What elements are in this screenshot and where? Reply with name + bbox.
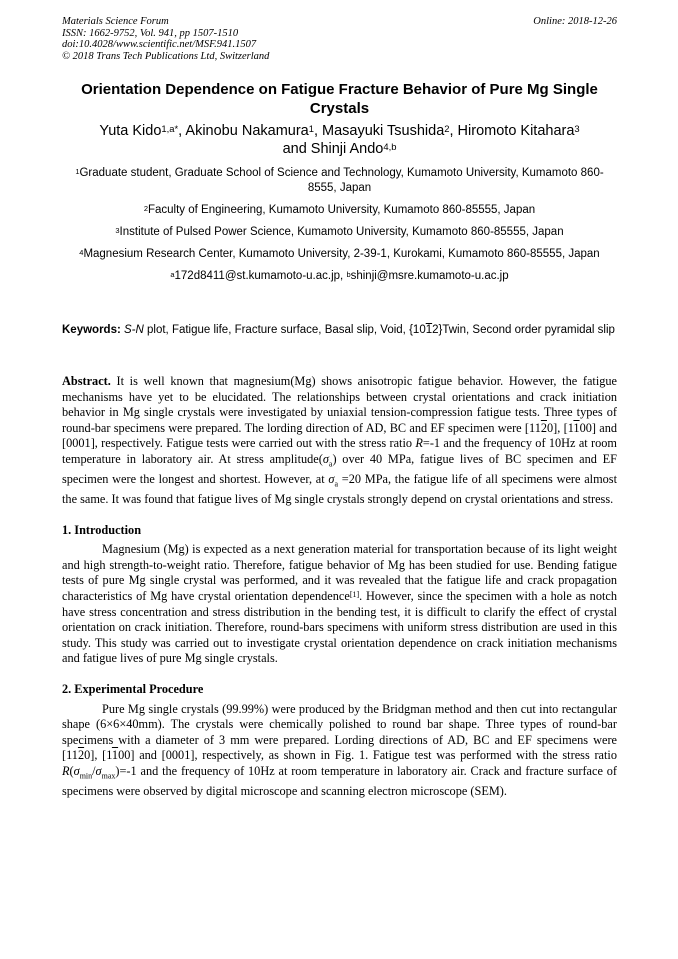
emails: $^a$172d8411@st.kumamoto-u.ac.jp, $^b$shinji@msre.kumamoto-u.ac.jp: [170, 270, 509, 282]
section-heading-experimental: 2. Experimental Procedure: [62, 682, 204, 696]
keywords-label: Keywords:: [62, 324, 121, 336]
reference-1[interactable]: [1]: [349, 590, 360, 600]
doi: doi:10.4028/www.scientific.net/MSF.941.1507: [62, 39, 257, 50]
abstract: Abstract. It is well known that magnesium(Mg) shows anisotropic fatigue behavior. However, the fatigue mechanisms have yet to be elucidated. The relationships between crystal orientations and crack initiation behavior in Mg single crystals were investigated by uniaxial tension-compression fatigue tests. Three types of round-bar specimens were prepared. The lording direction of AD, BC and EF specimen were [1120], [1100] and [0001], respectively. Fatigue tests were carried out with the stress ratio R=-1 and the frequency of 10Hz at room temperature in laboratory air. At stress $amplitude(\sigma_a)$ over 40 MPa, fatigue lives of BC specimen and EF specimen were the longest and shortest. However, at $\sigma_a =20$ MPa, the fatigue life of all specimens were almost the same. It was found that fatigue lives of Mg single crystals strongly depend on crystal orientations and stress.: [62, 374, 618, 507]
experimental-paragraph: Pure Mg single crystals (99.99%) were produced by the Bridgman method and then cut into rectangular shape (6×6×40mm). The crystals were chemically polished to round bar shape. Three types of round-bar specimens with a diameter of 3 mm were prepared. Lording directions of AD, BC and EF specimens were [1120], [1100] and [0001], respectively, as shown in Fig. 1. Fatigue test was performed with the stress ratio $R(\sigma_{min}/\sigma_{max})=-1$ and the frequency of 10Hz at room temperature in laboratory air. Crack and fracture surface of specimens were observed by digital microscope and scanning electron microscope (SEM).: [62, 701, 617, 799]
author-sup: 2: [444, 122, 450, 134]
author-name: and Shinji Ando: [282, 141, 384, 157]
author-name: , Hiromoto Kitahara: [449, 123, 575, 139]
affiliations: [62, 166, 617, 291]
keywords: Keywords: S-N plot, Fatigue life, Fracture surface, Basal slip, Void, {1012}Twin, Second order pyramidal slip: [62, 324, 615, 336]
author-sup: 4,b: [383, 140, 397, 152]
online-date: Online: 2018-12-26: [533, 16, 617, 27]
author-list: [62, 122, 617, 158]
email-link[interactable]: 172d8411@st.kumamoto-u.ac.jp,: [174, 270, 347, 282]
author-name: Yuta Kido: [99, 123, 162, 139]
paper-body: [62, 374, 617, 800]
affiliation-3: $^3$Institute of Pulsed Power Science, Kumamoto University, Kumamoto 860-85555, Japan: [115, 226, 564, 238]
abstract-label: Abstract.: [62, 374, 111, 388]
author-sup: 1,a*: [161, 122, 179, 134]
journal-name: Materials Science Forum: [62, 16, 169, 27]
introduction-paragraph: Magnesium (Mg) is expected as a next generation material for transportation because of its light weight and high strength-to-weight ratio. Therefore, fatigue behavior of Mg has been studied for use. Bending fatigue tests of pure Mg single crystal was performed, and it was revealed that the fatigue life and crack propagation characteristics of Mg have crystal orientation dependence[1]. However, since the specimen with a hole as notch have stress concentration and stress distribution in the bending test, it is difficult to clarify the effect of crystal orientation on crack initiation. Therefore, round-bars specimens with uniform stress distribution are used in this study. This study was carried out to investigate crystal orientation dependence on crack initiation mechanisms and fatigue lives of pure Mg single crystals.: [62, 542, 617, 666]
email-link[interactable]: shinji@msre.kumamoto-u.ac.jp: [350, 270, 509, 282]
journal-header: [62, 16, 617, 62]
paper-title: Orientation Dependence on Fatigue Fracture Behavior of Pure Mg Single Crystals: [81, 81, 598, 117]
affiliation-1: $^1$Graduate student, Graduate School of Science and Technology, Kumamoto University, Kumamoto 860-8555, Japan: [75, 167, 604, 194]
section-heading-introduction: 1. Introduction: [62, 522, 142, 537]
issn: ISSN: 1662-9752, Vol. 941, pp 1507-1510: [62, 27, 239, 39]
affiliation-4: $^4$Magnesium Research Center, Kumamoto University, 2-39-1, Kurokami, Kumamoto 860-85555, Japan: [79, 248, 600, 260]
author-sup: 1: [308, 122, 314, 134]
author-sup: 3: [574, 122, 580, 134]
affiliation-2: $^2$Faculty of Engineering, Kumamoto University, Kumamoto 860-85555, Japan: [143, 204, 536, 216]
author-name: , Akinobu Nakamura: [178, 123, 309, 139]
author-name: , Masayuki Tsushida: [313, 123, 445, 139]
copyright: © 2018 Trans Tech Publications Ltd, Switzerland: [62, 50, 270, 62]
